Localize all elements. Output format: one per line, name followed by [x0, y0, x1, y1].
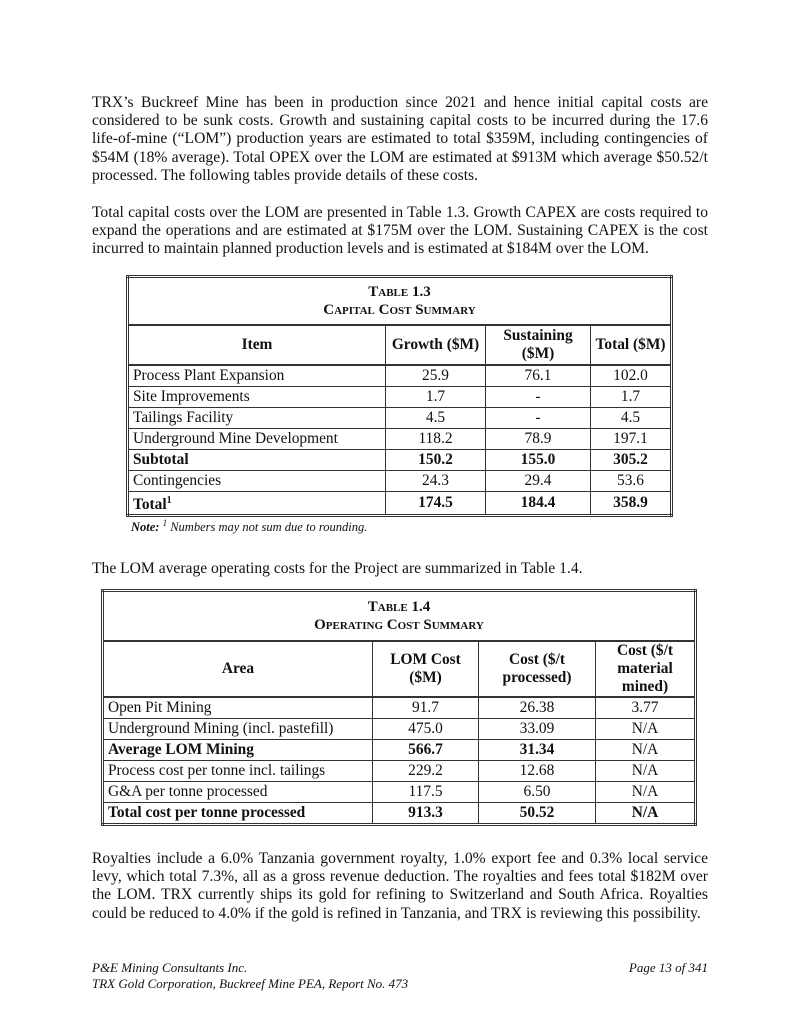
average-mining-row: Average LOM Mining 566.7 31.34 N/A [103, 740, 696, 761]
column-header: Cost ($/t material mined) [596, 641, 696, 697]
table-row: Process Plant Expansion 25.9 76.1 102.0 [128, 365, 672, 387]
table-title: Table 1.4 Operating Cost Summary [103, 591, 696, 642]
table-title: Table 1.3 Capital Cost Summary [128, 277, 672, 326]
column-header: Area [103, 641, 373, 697]
table-row: Underground Mining (incl. pastefill) 475.0 33.09 N/A [103, 719, 696, 740]
total-row: Total cost per tonne processed 913.3 50.52 N/A [103, 803, 696, 825]
table-row: Process cost per tonne incl. tailings 229.2 12.68 N/A [103, 761, 696, 782]
column-header: LOM Cost ($M) [373, 641, 479, 697]
footer-report: TRX Gold Corporation, Buckreef Mine PEA, Report No. 473 [92, 976, 409, 991]
column-header: Total ($M) [591, 325, 672, 365]
table-row: Contingencies 24.3 29.4 53.6 [128, 471, 672, 492]
intro-paragraph: TRX’s Buckreef Mine has been in production since 2021 and hence initial capital costs are considered to be sunk costs. Growth and sustaining capital costs to be incurred during the 17.6 life-of-mine (“LOM”) production years are estimated to total $359M, including contingencies of $54M (18% average). Total OPEX over the LOM are estimated at $913M which average $50.52/t processed. The following tables provide details of these costs. [92, 94, 708, 184]
table-row: Site Improvements 1.7 - 1.7 [128, 387, 672, 408]
column-header: Growth ($M) [386, 325, 486, 365]
table-row: Open Pit Mining 91.7 26.38 3.77 [103, 697, 696, 719]
footer-left [92, 960, 408, 992]
capital-cost-table [126, 275, 673, 517]
capex-paragraph: Total capital costs over the LOM are presented in Table 1.3. Growth CAPEX are costs required to expand the operations and are estimated at $175M over the LOM. Sustaining CAPEX is the cost incurred to maintain planned production levels and is estimated at $184M over the LOM. [92, 204, 708, 258]
footer-company: P&E Mining Consultants Inc. [92, 960, 248, 975]
table-row: G&A per tonne processed 117.5 6.50 N/A [103, 782, 696, 803]
table-note: Note: $^1$ Numbers may not sum due to rounding. [131, 518, 368, 535]
column-header: Sustaining ($M) [486, 325, 591, 365]
table-row: Underground Mine Development 118.2 78.9 197.1 [128, 429, 672, 450]
opex-paragraph: The LOM average operating costs for the Project are summarized in Table 1.4. [92, 560, 583, 577]
column-header: Item [128, 325, 386, 365]
total-row: Total$^1$ 174.5 184.4 358.9 [128, 492, 672, 516]
royalties-paragraph: Royalties include a 6.0% Tanzania government royalty, 1.0% export fee and 0.3% local service levy, which total 7.3%, all as a gross revenue deduction. The royalties and fees total $182M over the LOM. TRX currently ships its gold for refining to Switzerland and South Africa. Royalties could be reduced to 4.0% if the gold is refined in Tanzania, and TRX is reviewing this possibility. [92, 850, 708, 922]
column-header: Cost ($/t processed) [479, 641, 596, 697]
subtotal-row: Subtotal 150.2 155.0 305.2 [128, 450, 672, 471]
operating-cost-table [101, 589, 697, 826]
page-number: Page 13 of 341 [628, 960, 708, 975]
table-row: Tailings Facility 4.5 - 4.5 [128, 408, 672, 429]
